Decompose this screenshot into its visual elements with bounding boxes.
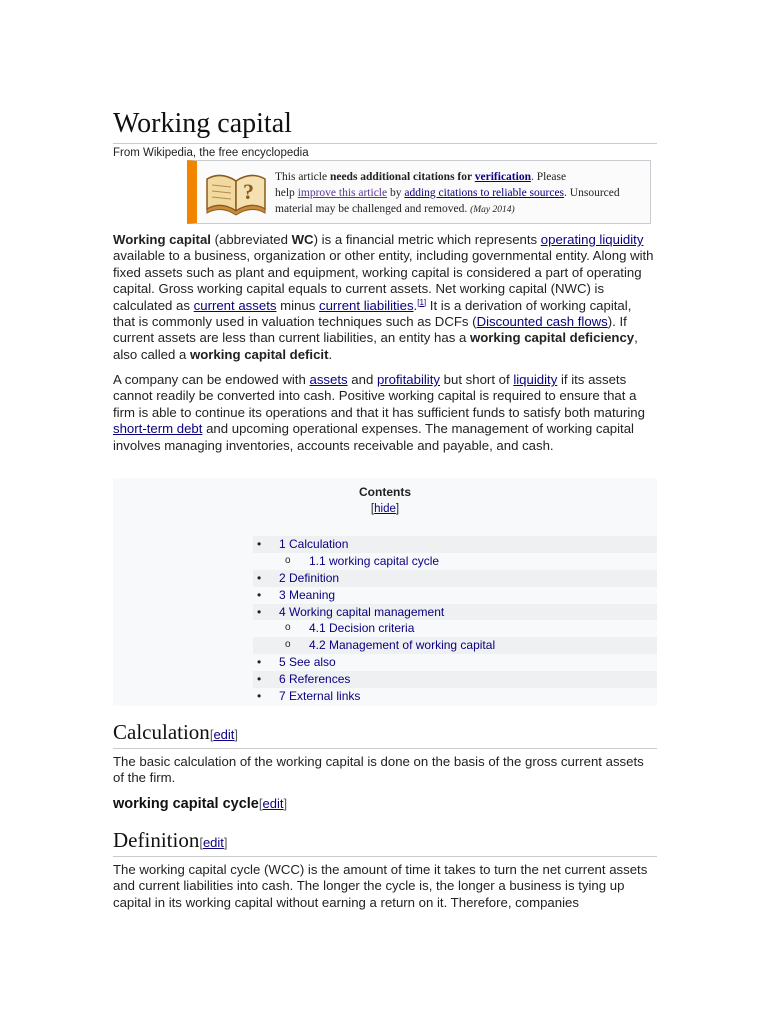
heading-text: working capital cycle: [113, 796, 259, 812]
notice-text: . Please: [530, 171, 567, 183]
heading-text: Definition: [113, 828, 200, 852]
bullet: o: [285, 554, 291, 566]
bullet: o: [285, 639, 291, 651]
heading-text: Calculation: [113, 720, 210, 744]
notice-date: (May 2014): [470, 205, 515, 215]
bullet: •: [257, 689, 262, 704]
section-heading-definition: [113, 827, 657, 857]
notice-text: . Unsourced: [564, 187, 620, 199]
subsection-heading-cycle: [113, 795, 287, 813]
text: .: [328, 346, 333, 362]
second-paragraph: [113, 372, 657, 454]
bold-term: Working capital: [113, 232, 211, 247]
bracket: [: [199, 835, 203, 850]
toc-list: [253, 536, 657, 705]
reference-1-link[interactable]: [1]: [417, 297, 427, 307]
toc-item-label: 1 Calculation: [279, 537, 349, 551]
text: ) is a financial metric which represents: [313, 232, 541, 247]
bracket: ]: [223, 835, 228, 850]
text: .: [413, 297, 418, 313]
bullet: •: [257, 655, 262, 670]
bullet: •: [257, 570, 262, 585]
bold-term: WC: [291, 232, 314, 247]
toc-item[interactable]: [253, 620, 657, 637]
text: if its assets cannot readily be converted into cash. Positive working capital is required to ensure that a firm is able to continue its operations and that it has sufficient funds to satisfy both maturing: [113, 372, 645, 420]
notice-text: help: [275, 187, 298, 199]
toc-item-label: 6 References: [279, 672, 351, 687]
short-term-debt-link[interactable]: short-term debt: [113, 421, 203, 437]
calculation-paragraph: The basic calculation of the working capital is done on the basis of the gross current assets of the firm.: [113, 754, 644, 786]
bold-term: working capital deficit: [189, 346, 329, 362]
text: , also called a: [113, 330, 638, 362]
svg-text:?: ?: [243, 179, 254, 204]
bracket: [: [209, 727, 214, 742]
notice-text: material may be challenged and removed.: [275, 203, 471, 215]
toc-item[interactable]: [253, 637, 657, 654]
toc-item-label: 4.1 Decision criteria: [309, 621, 415, 636]
toc-item[interactable]: [253, 671, 657, 688]
edit-link[interactable]: edit: [213, 727, 235, 742]
edit-section: [210, 727, 238, 742]
section-heading-calculation: [113, 719, 657, 749]
toc-item[interactable]: [253, 536, 657, 553]
notice-text: by: [387, 187, 405, 199]
toc-item[interactable]: [253, 570, 657, 587]
edit-link[interactable]: edit: [262, 796, 284, 811]
toc-item-label: 1.1 working capital cycle: [309, 553, 440, 568]
toc-item-label: 5 See also: [279, 655, 336, 670]
citation-notice-text: [275, 169, 655, 218]
bracket: ]: [234, 727, 239, 742]
intro-paragraph: [113, 232, 657, 363]
bullet: •: [257, 604, 262, 619]
toc-item-label: 4.2 Management of working capital: [309, 638, 496, 653]
toc-item[interactable]: [253, 654, 657, 671]
definition-paragraph: The working capital cycle (WCC) is the amount of time it takes to turn the net current assets and current liabilities into cash. The longer the cycle is, the longer a business is tying up capital in its working capital without earning a return on it. Therefore, companies: [113, 862, 648, 910]
notice-emphasis: needs additional citations for: [329, 171, 475, 183]
bold-term: working capital deficiency: [469, 330, 635, 346]
assets-link[interactable]: assets: [309, 372, 348, 387]
current-assets-link[interactable]: current assets: [193, 297, 277, 313]
adding-citations-link[interactable]: adding citations to reliable sources: [404, 187, 565, 199]
liquidity-link[interactable]: liquidity: [513, 372, 558, 387]
table-of-contents: [113, 478, 657, 706]
text: available to a business, organization or other entity, including governmental entity. Along with fixed assets such as plant and equipment, working capital is considered a part of operating capital. Gross working capital equals to current assets. Net working capital (NWC) is calculated as: [113, 248, 654, 313]
discounted-cash-flows-link[interactable]: Discounted cash flows: [476, 314, 608, 330]
bullet: •: [257, 587, 262, 602]
text: (abbreviated: [210, 232, 292, 247]
citation-notice-box: [187, 160, 651, 224]
edit-link[interactable]: edit: [202, 835, 224, 850]
toc-item-label: 3 Meaning: [279, 587, 336, 602]
toc-item-label: 4 Working capital management: [279, 604, 445, 619]
text: A company can be endowed with: [113, 372, 310, 387]
text: It is a derivation of working capital, that is commonly used in valuation techniques such as DCFs (: [113, 297, 632, 330]
book-question-icon: [203, 167, 269, 217]
verification-link[interactable]: verification: [474, 171, 531, 183]
toc-title: Contents: [359, 485, 411, 499]
text: ). If current assets are less than current liabilities, an entity has a: [113, 314, 627, 346]
text: but short of: [440, 372, 514, 387]
current-liabilities-link[interactable]: current liabilities: [318, 297, 414, 313]
profitability-link[interactable]: profitability: [376, 372, 440, 387]
bracket: ]: [283, 796, 288, 811]
improve-article-link[interactable]: improve this article: [297, 187, 388, 199]
toc-item-label: 2 Definition: [279, 570, 340, 585]
operating-liquidity-link[interactable]: operating liquidity: [540, 232, 644, 247]
notice-text: This article: [275, 171, 330, 183]
edit-section: [199, 835, 227, 850]
toc-item[interactable]: [253, 553, 657, 570]
edit-section: [259, 796, 287, 811]
toc-item[interactable]: [253, 604, 657, 621]
bullet: •: [257, 672, 262, 687]
toc-item[interactable]: [253, 688, 657, 705]
tagline: From Wikipedia, the free encyclopedia: [113, 147, 309, 159]
bracket: ]: [395, 503, 400, 515]
bracket: [: [370, 503, 375, 515]
bullet: •: [257, 537, 262, 551]
toc-item-label: 7 External links: [279, 689, 361, 704]
toc-hide-link[interactable]: hide: [374, 503, 396, 515]
text: minus: [276, 297, 319, 313]
text: and: [347, 372, 377, 387]
toc-hide-toggle: [113, 503, 657, 515]
page-title: Working capital: [113, 106, 657, 144]
toc-item[interactable]: [253, 587, 657, 604]
bullet: o: [285, 622, 291, 634]
bracket: [: [258, 796, 263, 811]
text: and upcoming operational expenses. The management of working capital involves managing inventories, accounts receivable and payable, and cash.: [113, 421, 634, 453]
